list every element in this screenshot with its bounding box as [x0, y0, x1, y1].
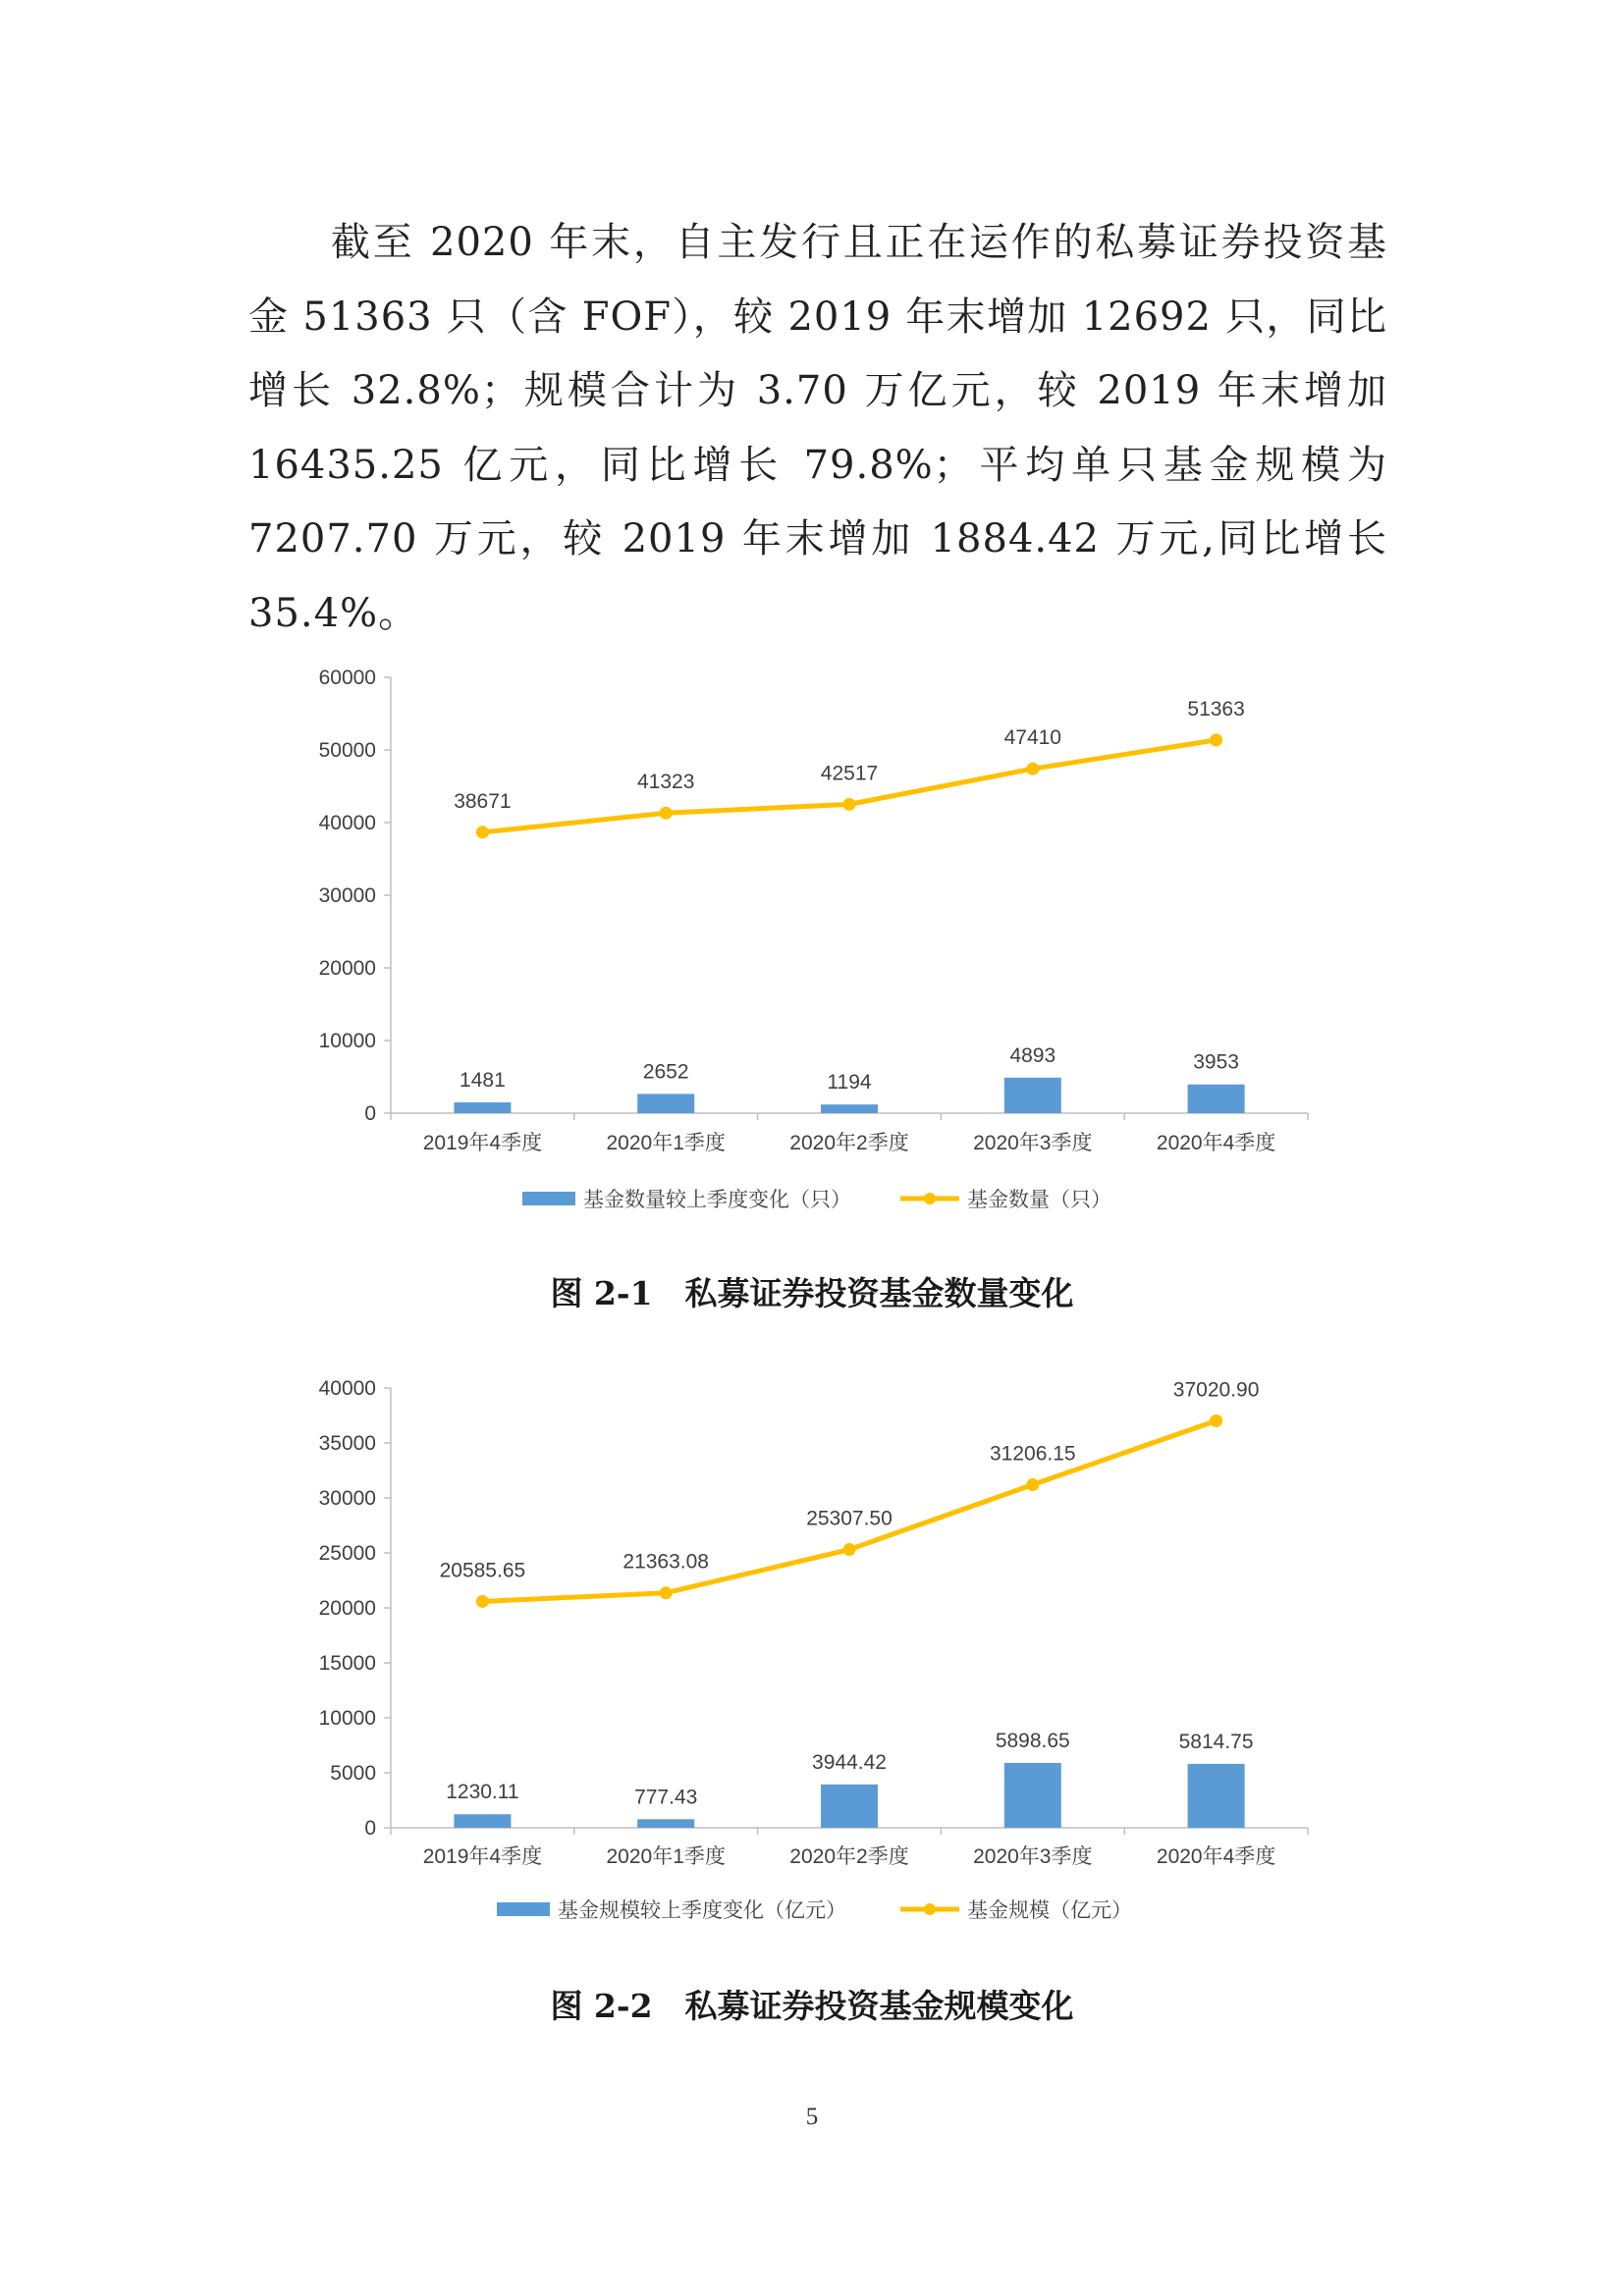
y-tick-label: 20000 — [318, 957, 376, 980]
x-category-label: 2020年4季度 — [1156, 1845, 1276, 1868]
x-category-label: 2020年4季度 — [1156, 1132, 1276, 1154]
x-category-label: 2020年3季度 — [973, 1845, 1093, 1868]
line-data-label: 31206.15 — [990, 1442, 1076, 1466]
bar — [637, 1819, 694, 1828]
line-data-label: 21363.08 — [623, 1550, 709, 1574]
figure-2-2-caption: 图 2-2 私募证券投资基金规模变化 — [550, 1987, 1074, 2025]
legend-line-label: 基金规模（亿元） — [967, 1899, 1132, 1922]
y-tick-label: 5000 — [330, 1762, 376, 1785]
x-category-label: 2020年3季度 — [973, 1132, 1093, 1154]
legend-bar-swatch — [497, 1902, 550, 1916]
bar-data-label: 1481 — [460, 1069, 506, 1093]
page-number: 5 — [805, 2104, 819, 2130]
y-tick-label: 20000 — [318, 1597, 376, 1620]
x-category-label: 2020年1季度 — [606, 1132, 726, 1154]
line-point — [1026, 1478, 1039, 1491]
bar-data-label: 3953 — [1193, 1050, 1239, 1074]
line-data-label: 42517 — [820, 762, 879, 785]
y-tick-label: 0 — [364, 1817, 376, 1840]
y-tick-label: 0 — [364, 1102, 376, 1125]
line-point — [843, 1543, 856, 1556]
y-tick-label: 30000 — [318, 1487, 376, 1510]
y-tick-label: 50000 — [318, 739, 376, 762]
bar — [1188, 1764, 1245, 1828]
y-tick-label: 40000 — [318, 812, 376, 834]
bar-data-label: 1194 — [827, 1071, 872, 1095]
legend-line-label: 基金数量（只） — [967, 1189, 1111, 1211]
bar-data-label: 3944.42 — [812, 1750, 887, 1774]
y-tick-label: 15000 — [318, 1652, 376, 1675]
bar — [454, 1814, 511, 1828]
y-tick-label: 40000 — [318, 1377, 376, 1400]
line-point — [660, 1586, 673, 1599]
line-data-label: 47410 — [1003, 726, 1062, 750]
y-tick-label: 30000 — [318, 884, 376, 907]
x-category-label: 2020年2季度 — [789, 1132, 909, 1154]
y-tick-label: 10000 — [318, 1707, 376, 1730]
bar-data-label: 4893 — [1009, 1043, 1056, 1067]
legend-bar-label: 基金规模较上季度变化（亿元） — [558, 1899, 846, 1922]
legend-bar-label: 基金数量较上季度变化（只） — [583, 1189, 851, 1211]
bar-data-label: 777.43 — [634, 1786, 698, 1809]
x-category-label: 2019年4季度 — [422, 1845, 543, 1868]
bar-data-label: 1230.11 — [446, 1781, 519, 1804]
legend-line-marker — [924, 1903, 936, 1915]
x-category-label: 2020年1季度 — [606, 1845, 726, 1868]
bar-data-label: 5814.75 — [1178, 1730, 1254, 1753]
figure-2-1-caption: 图 2-1 私募证券投资基金数量变化 — [550, 1274, 1074, 1312]
body-paragraph: 截至 2020 年末，自主发行且正在运作的私募证券投资基金 51363 只（含 FOF），较 2019 年末增加 12692 只，同比增长 32.8%；规模合计为 3.70 万亿元，较 2019 年末增加 16435.25 亿元，同比增长 79.8%；平均单只基金规模为 7207.70 万元，较 2019 年末增加 1884.42 万元,同比增长 35.4%。 — [248, 220, 1387, 636]
line-data-label: 51363 — [1187, 697, 1245, 721]
line-point — [476, 1595, 489, 1608]
line-data-label: 41323 — [636, 771, 695, 794]
bar — [821, 1785, 878, 1828]
x-category-label: 2019年4季度 — [422, 1132, 543, 1154]
line-data-label: 38671 — [454, 789, 512, 813]
bar — [1004, 1763, 1061, 1828]
y-tick-label: 35000 — [318, 1432, 376, 1455]
bar-data-label: 5898.65 — [995, 1729, 1070, 1752]
x-category-label: 2020年2季度 — [789, 1845, 909, 1868]
line-data-label: 25307.50 — [806, 1507, 893, 1530]
y-tick-label: 25000 — [318, 1542, 376, 1565]
y-tick-label: 60000 — [318, 667, 376, 689]
line-data-label: 37020.90 — [1172, 1378, 1260, 1402]
bar-data-label: 2652 — [642, 1060, 689, 1084]
line-data-label: 20585.65 — [439, 1559, 526, 1582]
line-point — [1210, 1415, 1222, 1427]
y-tick-label: 10000 — [318, 1030, 376, 1052]
